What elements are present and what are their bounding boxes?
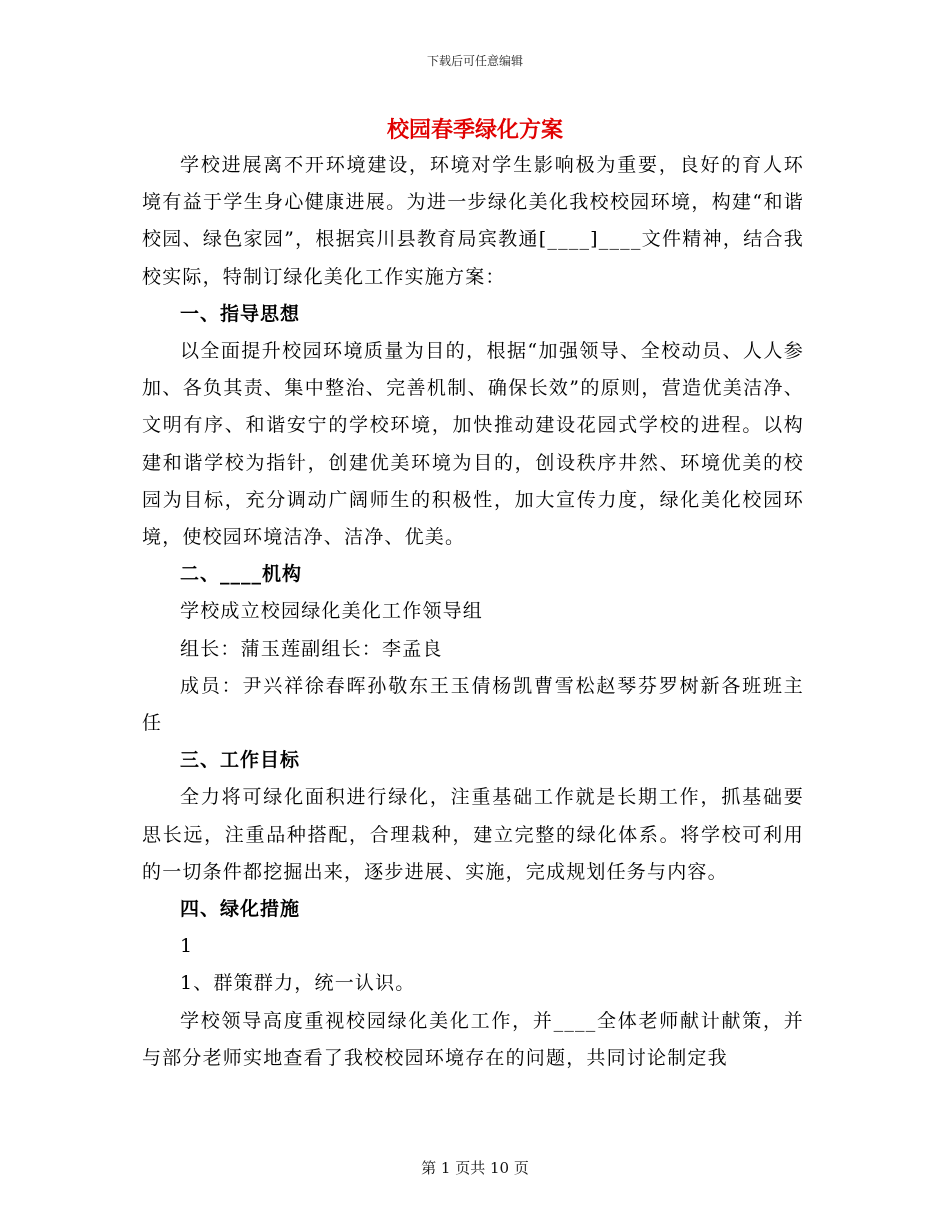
section-heading-greening-measures: 四、绿化措施: [180, 898, 301, 921]
organization-line-3: 成员：尹兴祥徐春晖孙敬东王玉倩杨凯曹雪松赵琴芬罗树新各班班主任: [142, 674, 804, 735]
measures-subheading: 1、群策群力，统一认识。: [180, 972, 416, 995]
organization-line-2: 组长：蒲玉莲副组长：李孟良: [180, 637, 443, 660]
section-heading-work-goals: 三、工作目标: [180, 749, 301, 772]
page-header: 下载后可任意编辑: [426, 54, 523, 68]
section-heading-organization: 二、____机构: [180, 563, 303, 586]
guiding-thought-paragraph: 以全面提升校园环境质量为目的，根据“加强领导、全校动员、人人参加、各负其责、集中整治、完善机制、确保长效”的原则，营造优美洁净、文明有序、和谐安宁的学校环境，加快推动建设花园式学校的进程。以构建和谐学校为指针，创建优美环境为目的，创设秩序井然、环境优美的校园为目标，充分调动广阔师生的积极性，加大宣传力度，绿化美化校园环境，使校园环境洁净、洁净、优美。: [142, 340, 804, 549]
section-heading-guiding-thought: 一、指导思想: [180, 302, 301, 325]
page-footer: 第 1 页共 10 页: [421, 1159, 529, 1177]
organization-line-1: 学校成立校园绿化美化工作领导组: [180, 600, 484, 623]
document-title: 校园春季绿化方案: [386, 118, 563, 143]
document-body: [142, 147, 804, 1077]
work-goals-paragraph: 全力将可绿化面积进行绿化，注重基础工作就是长期工作，抓基础要思长远，注重品种搭配，合理栽种，建立完整的绿化体系。将学校可利用的一切条件都挖掘出来，逐步进展、实施，完成规划任务与内容。: [142, 786, 804, 883]
measures-paragraph: 学校领导高度重视校园绿化美化工作，并____全体老师献计献策，并与部分老师实地查看了我校校园环境存在的问题，共同讨论制定我: [142, 1009, 804, 1069]
intro-paragraph: 学校进展离不开环境建设，环境对学生影响极为重要，良好的育人环境有益于学生身心健康进展。为进一步绿化美化我校校园环境，构建“和谐校园、绿色家园”，根据宾川县教育局宾教通[____]____文件精神，结合我校实际，特制订绿化美化工作实施方案：: [142, 154, 804, 288]
measures-number: 1: [180, 935, 194, 958]
